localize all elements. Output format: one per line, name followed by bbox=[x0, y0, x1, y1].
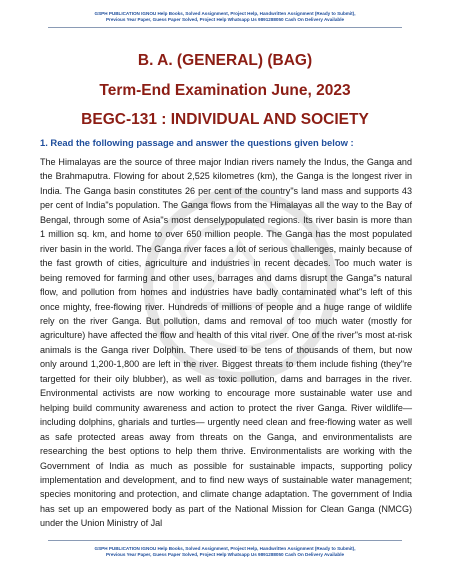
footer-banner-line-1: GSPH PUBLICATION IGNOU Help Books, Solved Assignment, Project Help, Handwritten Assignment (Ready to Submit), bbox=[94, 546, 356, 551]
header-banner-line-1: GSPH PUBLICATION IGNOU Help Books, Solved Assignment, Project Help, Handwritten Assignment (Ready to Submit), bbox=[94, 11, 356, 16]
header-divider bbox=[48, 27, 402, 28]
course-title: BEGC-131 : INDIVIDUAL AND SOCIETY bbox=[81, 111, 369, 128]
footer-banner bbox=[14, 546, 436, 559]
header-banner bbox=[14, 11, 436, 24]
exam-title: Term-End Examination June, 2023 bbox=[99, 82, 351, 99]
question-heading: 1. Read the following passage and answer the questions given below : bbox=[40, 137, 354, 148]
footer-divider bbox=[48, 540, 402, 541]
header-banner-line-2: Previous Year Paper, Guess Paper Solved, Project Help Whatsapp Us 9891288050 Cash On Delivery Available bbox=[105, 17, 345, 23]
footer-banner-line-2: Previous Year Paper, Guess Paper Solved, Project Help Whatsapp Us 9891288050 Cash On Delivery Available bbox=[105, 552, 345, 558]
programme-title: B. A. (GENERAL) (BAG) bbox=[137, 52, 313, 69]
passage-text: The Himalayas are the source of three major Indian rivers namely the Indus, the Ganga and the Brahmaputra. Flowing for about 2,525 kilometres (km), the Ganga is the longest river in India. The Ganga basin constitutes 26 per cent of the country"s land mass and supports 43 per cent of India"s population. The Ganga flows from the Himalayas all the way to the Bay of Bengal, through some of Asia"s most denselypopulated regions. Its river basin is more than 1 million sq. km, and home to over 650 million people. The Ganga has the most populated river basin in the world. The Ganga river faces a lot of serious challenges, mainly because of the fast growth of cities, agriculture and industries in recent decades. Too much water is being removed for farming and other uses, barrages and dams disrupt the Ganga"s natural flow, and pollution from homes and industries have badly contaminated what"s left of this once mighty, free-flowing river. Hundreds of millions of people and a huge range of wildlife rely on the river Ganga. But pollution, dams and removal of too much water (mostly for agriculture) have affected the flow and health of this vital river. One of the river"s most at-risk animals is the Ganga river Dolphin. There used to be tens of thousands of them, but now only around 1,200-1,800 are left in the river. Biggest threats to them include fishing (they"re targetted for their oily blubber), as well as toxic pollution, dams and barrages in the river. Environmental activists are now working to encourage more sustainable water use and helping build community awareness and action to protect the river Ganga. River wildlife— including dolphins, gharials and turtles— urgently need clean and free-flowing water as well as safe protected areas away from threats on the Ganga, and environmentalists are researching the best options to help them thrive. Environmentalists are working with the Government of India as much as possible for sustainable impacts, supporting policy implementation and development, and to find new ways of sustainable water management; species monitoring and protection, and climate change adaptation. The government of India has set up an empowered body as part of the National Mission for Clean Ganga (NMCG) under the Union Ministry of Jal bbox=[40, 157, 412, 529]
